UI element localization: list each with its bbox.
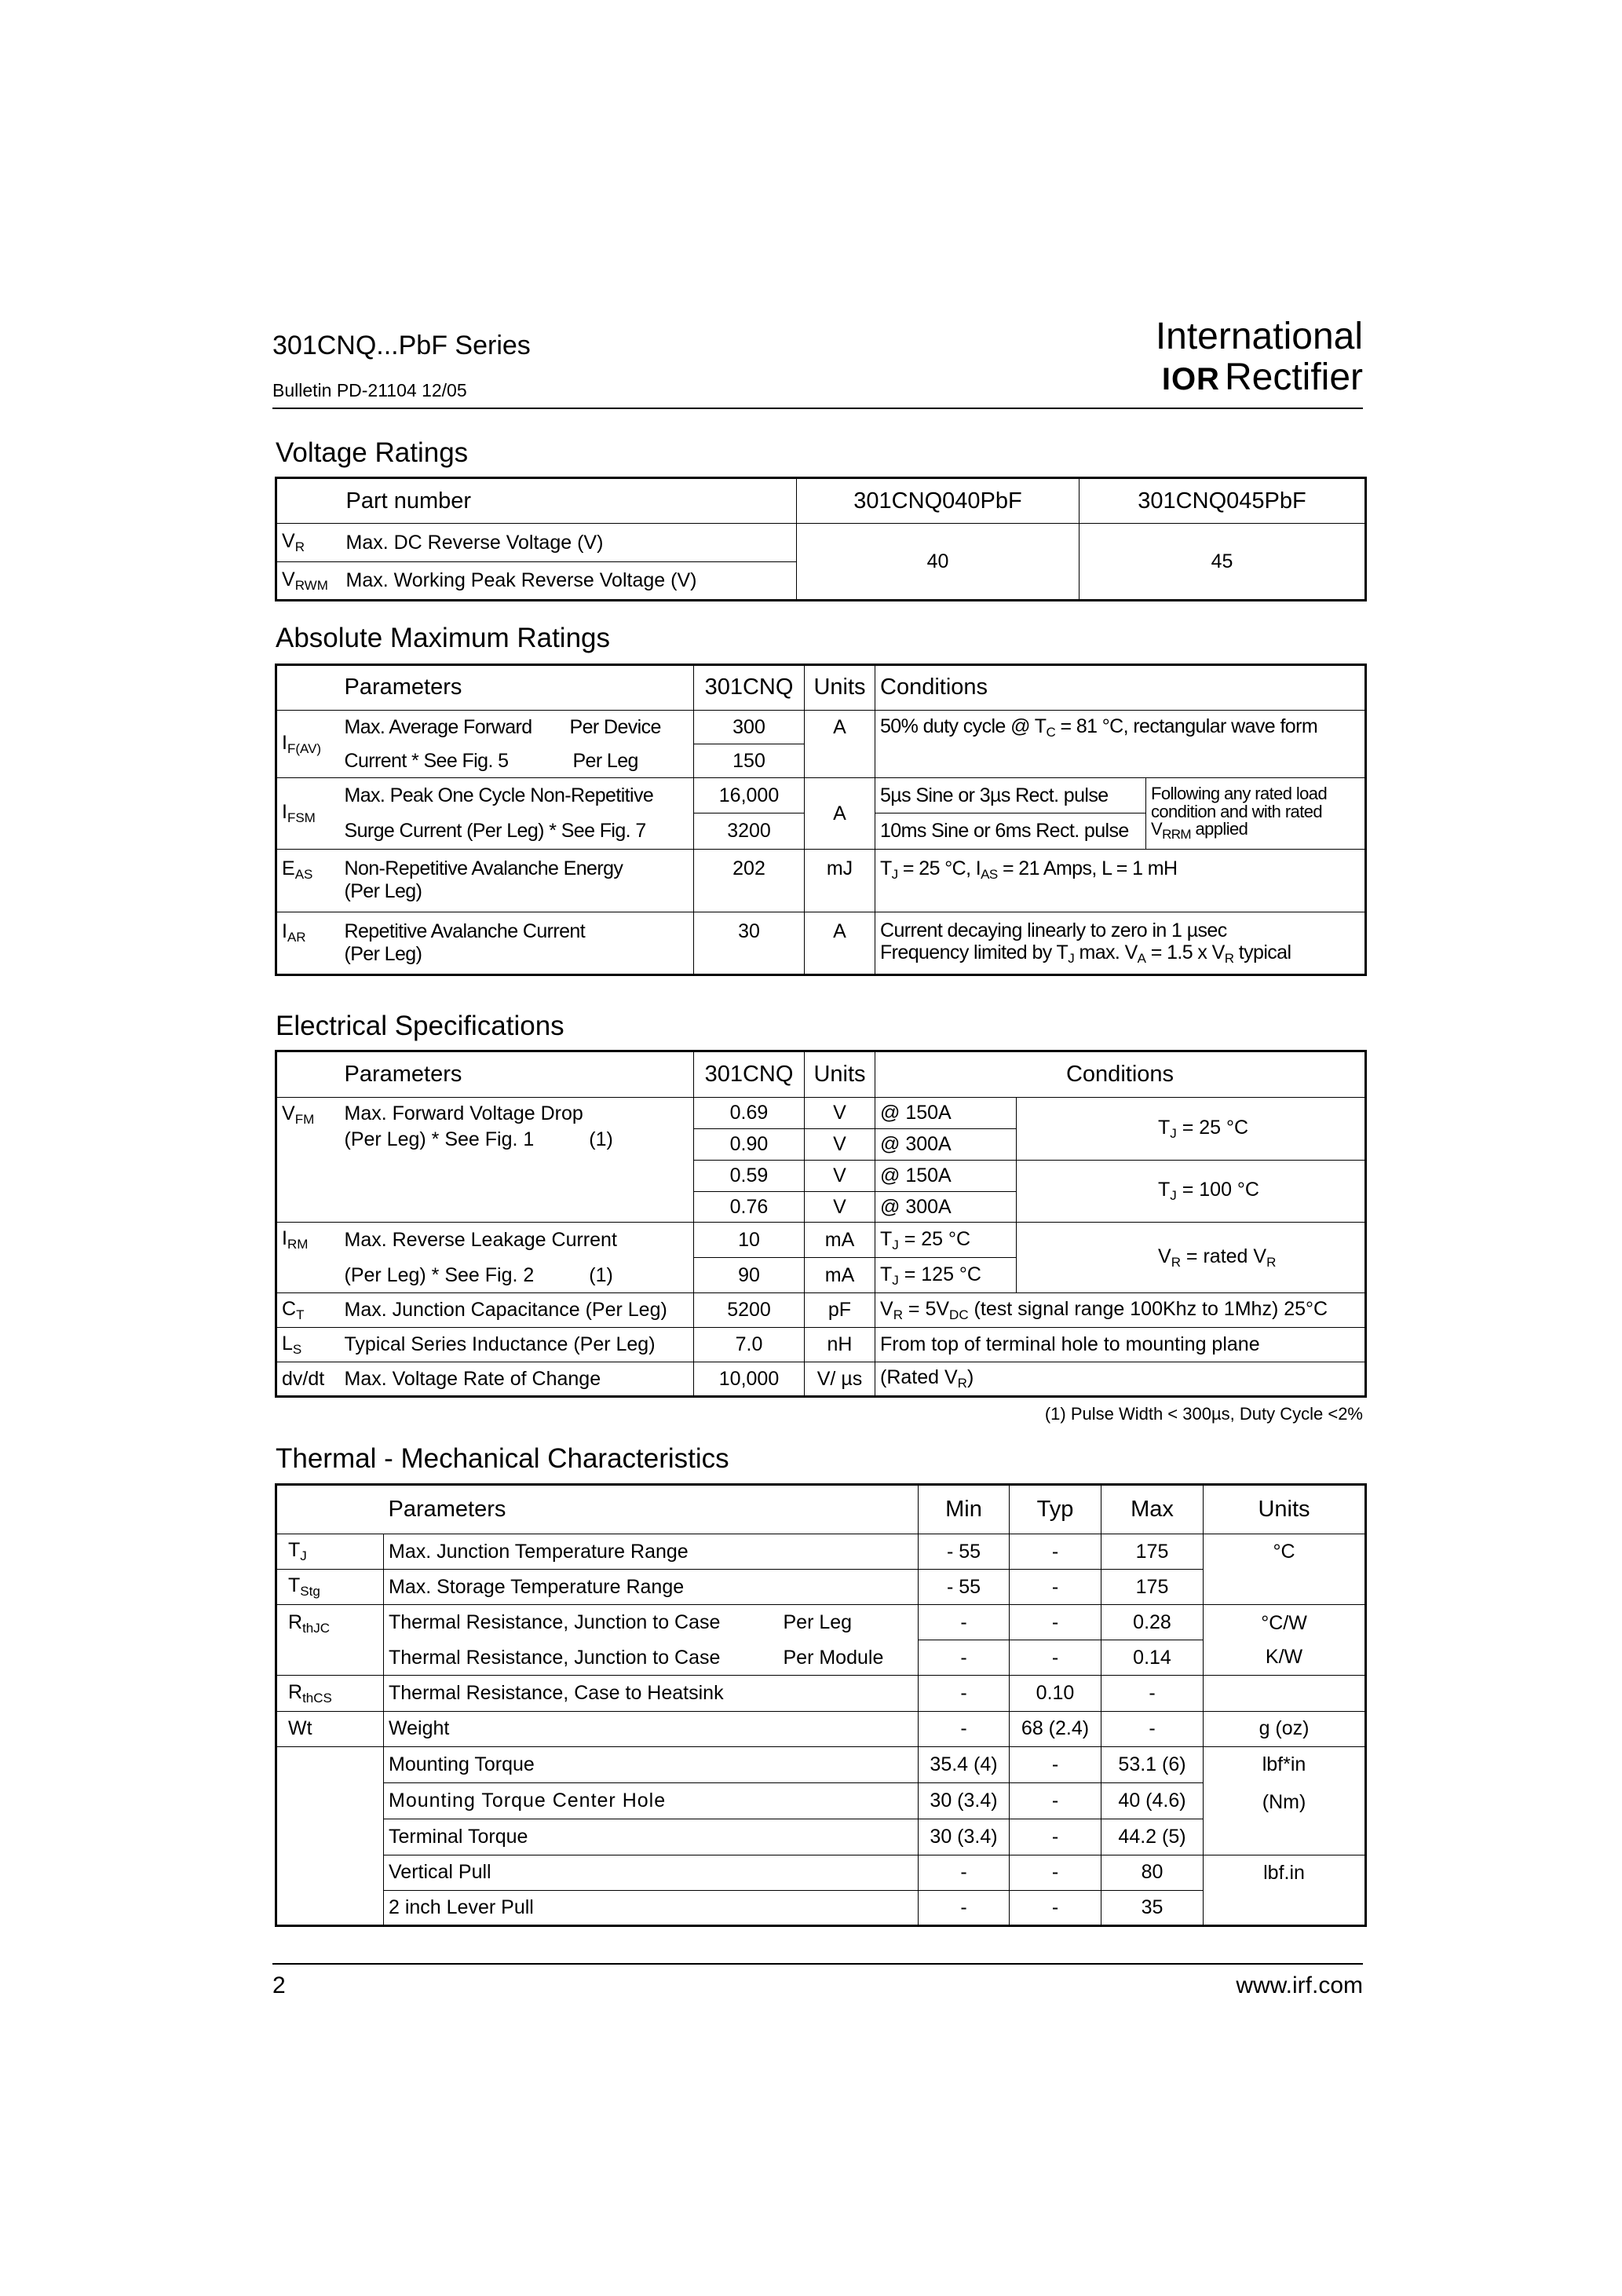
th-head-sym: [276, 1485, 384, 1534]
vr-sym-vr: $V_R$: [276, 524, 342, 562]
vr-head-040: 301CNQ040PbF: [797, 478, 1080, 524]
th-typ-mtch: -: [1010, 1782, 1101, 1819]
th-unit-kw: K/W: [1265, 1645, 1303, 1668]
absmax-title: Absolute Maximum Ratings: [276, 623, 610, 653]
th-max-mt: 53.1 (6): [1101, 1746, 1204, 1782]
th-desc-vp: Vertical Pull: [384, 1855, 919, 1890]
th-sym-rthcs: $R_{thCS}$: [276, 1676, 384, 1711]
thermal-table: [275, 1483, 1367, 1927]
el-unit-irm-2: mA: [805, 1258, 875, 1293]
am-cond-ifsm-following: Following any rated load condition and with rated $V_{RRM}$ applied: [1146, 778, 1366, 849]
th-unit-rthcs-blank: [1204, 1676, 1366, 1711]
page-title: 301CNQ...PbF Series: [272, 331, 531, 360]
el-cond-ls: From top of terminal hole to mounting plane: [875, 1328, 1366, 1362]
th-typ-tt: -: [1010, 1819, 1101, 1855]
th-min-rthjc-leg: -: [919, 1605, 1010, 1640]
el-val-ct: 5200: [694, 1293, 805, 1328]
th-unit-nm: (Nm): [1262, 1791, 1306, 1814]
th-typ-lp: -: [1010, 1890, 1101, 1925]
vr-head-sym: [276, 478, 342, 524]
am-cond-eas: $T_J = 25$ °C, $I_{AS} = 21$ Amps, L = 1 mH: [875, 849, 1366, 912]
am-unit-iar: A: [805, 912, 875, 974]
am-unit-ifav-blank: [805, 744, 875, 778]
el-val-vfm-4: 0.76: [694, 1191, 805, 1223]
voltage-ratings-table: [275, 477, 1367, 601]
am-val-ifsm-2: 3200: [694, 813, 805, 849]
th-sym-tj: $T_J$: [276, 1534, 384, 1570]
voltage-ratings-title: Voltage Ratings: [276, 437, 469, 468]
th-max-tstg: 175: [1101, 1570, 1204, 1605]
th-max-lp: 35: [1101, 1890, 1204, 1925]
am-desc-ifsm-1: Max. Peak One Cycle Non-Repetitive: [340, 778, 694, 813]
elec-title: Electrical Specifications: [276, 1011, 564, 1041]
am-head-301cnq: 301CNQ: [694, 665, 805, 711]
vr-value-040: 40: [797, 524, 1080, 601]
th-typ-rthjc-module: -: [1010, 1640, 1101, 1676]
th-max-rthcs: -: [1101, 1676, 1204, 1711]
am-sym-iar: $I_{AR}$: [276, 912, 340, 974]
el-head-cond: Conditions: [875, 1051, 1366, 1098]
th-desc-tj: Max. Junction Temperature Range: [384, 1534, 919, 1570]
el-val-irm-1: 10: [694, 1223, 805, 1258]
vr-desc-vr: Max. DC Reverse Voltage (V): [342, 524, 797, 562]
elec-table: [275, 1050, 1367, 1398]
th-min-vp: -: [919, 1855, 1010, 1890]
th-head-typ: Typ: [1010, 1485, 1101, 1534]
vr-head-045: 301CNQ045PbF: [1080, 478, 1366, 524]
am-head-sym: [276, 665, 340, 711]
am-cond-ifav: 50% duty cycle @ $T_C = 81$ °C, rectangular wave form: [875, 711, 1366, 744]
el-val-irm-2: 90: [694, 1258, 805, 1293]
el-head-param: Parameters: [340, 1051, 694, 1098]
am-cond-iar: Current decaying linearly to zero in 1 µsec Frequency limited by $T_J$ max. $V_A = 1.5$ x $V_R$ typical: [875, 912, 1366, 974]
th-max-tj: 175: [1101, 1534, 1204, 1570]
am-val-ifav-device: 300: [694, 711, 805, 744]
th-desc-tt: Terminal Torque: [384, 1819, 919, 1855]
el-unit-ls: nH: [805, 1328, 875, 1362]
el-unit-vfm-4: V: [805, 1191, 875, 1223]
th-desc-mtch: Mounting Torque Center Hole: [384, 1782, 919, 1819]
th-head-param: Parameters: [384, 1485, 919, 1534]
th-head-min: Min: [919, 1485, 1010, 1534]
th-desc-mt: Mounting Torque: [384, 1746, 919, 1782]
el-cond-vfm-2: @ 300A: [875, 1129, 1017, 1161]
th-min-wt: -: [919, 1711, 1010, 1746]
el-sym-dvdt: dv/dt: [276, 1362, 340, 1397]
th-desc-rthcs: Thermal Resistance, Case to Heatsink: [384, 1676, 919, 1711]
th-typ-rthcs: 0.10: [1010, 1676, 1101, 1711]
bulletin-number: Bulletin PD-21104 12/05: [272, 380, 467, 400]
el-desc-irm-1: Max. Reverse Leakage Current: [340, 1223, 694, 1258]
el-desc-irm-2: (Per Leg) * See Fig. 2 (1): [340, 1258, 694, 1293]
el-val-dvdt: 10,000: [694, 1362, 805, 1397]
th-unit-goz: g (oz): [1204, 1711, 1366, 1746]
am-desc-ifav-2: Current * See Fig. 5 Per Leg: [340, 744, 694, 778]
th-extra-rthjc-module: Per Module: [779, 1640, 919, 1676]
el-unit-vfm-2: V: [805, 1129, 875, 1161]
am-unit-ifsm: A: [805, 778, 875, 849]
am-val-eas: 202: [694, 849, 805, 912]
website-link[interactable]: www.irf.com: [1236, 1972, 1363, 1998]
th-typ-wt: 68 (2.4): [1010, 1711, 1101, 1746]
el-cond-vfm-3: @ 150A: [875, 1160, 1017, 1191]
el-sym-vfm: $V_{FM}$: [276, 1098, 340, 1223]
vr-value-045: 45: [1080, 524, 1366, 601]
th-max-vp: 80: [1101, 1855, 1204, 1890]
header-rule: [272, 408, 1363, 409]
th-min-rthjc-module: -: [919, 1640, 1010, 1676]
el-cond-irm-1: $T_J = 25$ °C: [875, 1223, 1017, 1258]
el-cond-vfm-tj100: $T_J = 100$ °C: [1017, 1160, 1366, 1223]
am-head-cond: Conditions: [875, 665, 1366, 711]
th-typ-mt: -: [1010, 1746, 1101, 1782]
th-typ-tj: -: [1010, 1534, 1101, 1570]
th-sym-tstg: $T_{Stg}$: [276, 1570, 384, 1605]
th-typ-vp: -: [1010, 1855, 1101, 1890]
el-head-sym: [276, 1051, 340, 1098]
el-desc-vfm: Max. Forward Voltage Drop (Per Leg) * See Fig. 1 (1): [340, 1098, 694, 1223]
am-desc-ifsm-2: Surge Current (Per Leg) * See Fig. 7: [340, 813, 694, 849]
th-min-mt: 35.4 (4): [919, 1746, 1010, 1782]
am-desc-ifav-1: Max. Average Forward Per Device: [340, 711, 694, 744]
th-desc-rthjc-module: Thermal Resistance, Junction to Case: [384, 1640, 779, 1676]
el-desc-ct: Max. Junction Capacitance (Per Leg): [340, 1293, 694, 1328]
logo-international: International: [1155, 316, 1363, 357]
el-unit-dvdt: V/ µs: [805, 1362, 875, 1397]
th-min-mtch: 30 (3.4): [919, 1782, 1010, 1819]
th-min-rthcs: -: [919, 1676, 1010, 1711]
el-unit-ct: pF: [805, 1293, 875, 1328]
th-unit-thermal: [1204, 1605, 1366, 1676]
th-typ-tstg: -: [1010, 1570, 1101, 1605]
th-unit-lbfin: lbf*in: [1262, 1753, 1306, 1775]
el-cond-vfm-tj25: $T_J = 25$ °C: [1017, 1098, 1366, 1161]
el-desc-ls: Typical Series Inductance (Per Leg): [340, 1328, 694, 1362]
am-sym-ifsm: $I_{FSM}$: [276, 778, 340, 849]
th-min-tstg: - 55: [919, 1570, 1010, 1605]
thermal-title: Thermal - Mechanical Characteristics: [276, 1443, 729, 1474]
th-max-mtch: 40 (4.6): [1101, 1782, 1204, 1819]
th-extra-rthjc-leg: Per Leg: [779, 1605, 919, 1640]
am-cond-ifav-blank: [875, 744, 1366, 778]
company-logo: [1156, 318, 1363, 397]
th-sym-rthjc: $R_{thJC}$: [276, 1605, 384, 1676]
el-unit-vfm-1: V: [805, 1098, 875, 1129]
vr-sym-vrwm: $V_{RWM}$: [276, 562, 342, 601]
th-sym-mech-blank: [276, 1746, 384, 1925]
am-val-iar: 30: [694, 912, 805, 974]
el-cond-ct: $V_R = 5V_{DC}$ (test signal range 100Khz to 1Mhz) 25°C: [875, 1293, 1366, 1328]
el-cond-dvdt: (Rated $V_R$): [875, 1362, 1366, 1397]
el-val-vfm-1: 0.69: [694, 1098, 805, 1129]
am-unit-eas: mJ: [805, 849, 875, 912]
el-head-units: Units: [805, 1051, 875, 1098]
th-sym-wt: Wt: [276, 1711, 384, 1746]
footer-rule: [272, 1963, 1363, 1965]
th-head-max: Max: [1101, 1485, 1204, 1534]
el-cond-irm-vr: $V_R$ = rated $V_R$: [1017, 1223, 1366, 1293]
th-head-units: Units: [1204, 1485, 1366, 1534]
th-max-wt: -: [1101, 1711, 1204, 1746]
th-desc-rthjc-leg: Thermal Resistance, Junction to Case: [384, 1605, 779, 1640]
th-unit-cw: °C/W: [1261, 1612, 1307, 1635]
el-head-301cnq: 301CNQ: [694, 1051, 805, 1098]
vr-desc-vrwm: Max. Working Peak Reverse Voltage (V): [342, 562, 797, 601]
el-cond-irm-2: $T_J = 125$ °C: [875, 1258, 1017, 1293]
el-sym-ls: $L_S$: [276, 1328, 340, 1362]
am-head-units: Units: [805, 665, 875, 711]
el-val-vfm-2: 0.90: [694, 1129, 805, 1161]
am-unit-ifav: A: [805, 711, 875, 744]
am-sym-ifav: $I_{F(AV)}$: [276, 711, 340, 778]
th-min-tt: 30 (3.4): [919, 1819, 1010, 1855]
am-cond-ifsm-2: 10ms Sine or 6ms Rect. pulse: [875, 813, 1146, 849]
el-sym-ct: $C_T$: [276, 1293, 340, 1328]
th-max-rthjc-leg: 0.28: [1101, 1605, 1204, 1640]
th-max-tt: 44.2 (5): [1101, 1819, 1204, 1855]
absmax-table: [275, 664, 1367, 976]
th-typ-rthjc-leg: -: [1010, 1605, 1101, 1640]
el-cond-vfm-4: @ 300A: [875, 1191, 1017, 1223]
th-unit-temp: °C: [1204, 1534, 1366, 1605]
am-sym-eas: $E_{AS}$: [276, 849, 340, 912]
logo-rectifier: Rectifier: [1224, 356, 1363, 398]
am-val-ifsm-1: 16,000: [694, 778, 805, 813]
el-cond-vfm-1: @ 150A: [875, 1098, 1017, 1129]
el-unit-irm-1: mA: [805, 1223, 875, 1258]
am-head-param: Parameters: [340, 665, 694, 711]
logo-ior-mark: IOR: [1161, 362, 1220, 397]
th-unit-torque: [1204, 1746, 1366, 1855]
elec-footnote: (1) Pulse Width < 300µs, Duty Cycle <2%: [1044, 1404, 1363, 1424]
el-desc-dvdt: Max. Voltage Rate of Change: [340, 1362, 694, 1397]
th-unit-lbf-in: lbf.in: [1204, 1855, 1366, 1925]
th-desc-tstg: Max. Storage Temperature Range: [384, 1570, 919, 1605]
am-val-ifav-leg: 150: [694, 744, 805, 778]
th-max-rthjc-module: 0.14: [1101, 1640, 1204, 1676]
am-desc-eas: Non-Repetitive Avalanche Energy (Per Leg): [340, 849, 694, 912]
th-desc-wt: Weight: [384, 1711, 919, 1746]
el-sym-irm: $I_{RM}$: [276, 1223, 340, 1293]
page-number: 2: [272, 1972, 286, 1998]
el-unit-vfm-3: V: [805, 1160, 875, 1191]
th-min-lp: -: [919, 1890, 1010, 1925]
el-val-vfm-3: 0.59: [694, 1160, 805, 1191]
am-desc-iar: Repetitive Avalanche Current (Per Leg): [340, 912, 694, 974]
el-val-ls: 7.0: [694, 1328, 805, 1362]
th-desc-lp: 2 inch Lever Pull: [384, 1890, 919, 1925]
am-cond-ifsm-1: 5µs Sine or 3µs Rect. pulse: [875, 778, 1146, 813]
vr-head-part: Part number: [342, 478, 797, 524]
th-min-tj: - 55: [919, 1534, 1010, 1570]
